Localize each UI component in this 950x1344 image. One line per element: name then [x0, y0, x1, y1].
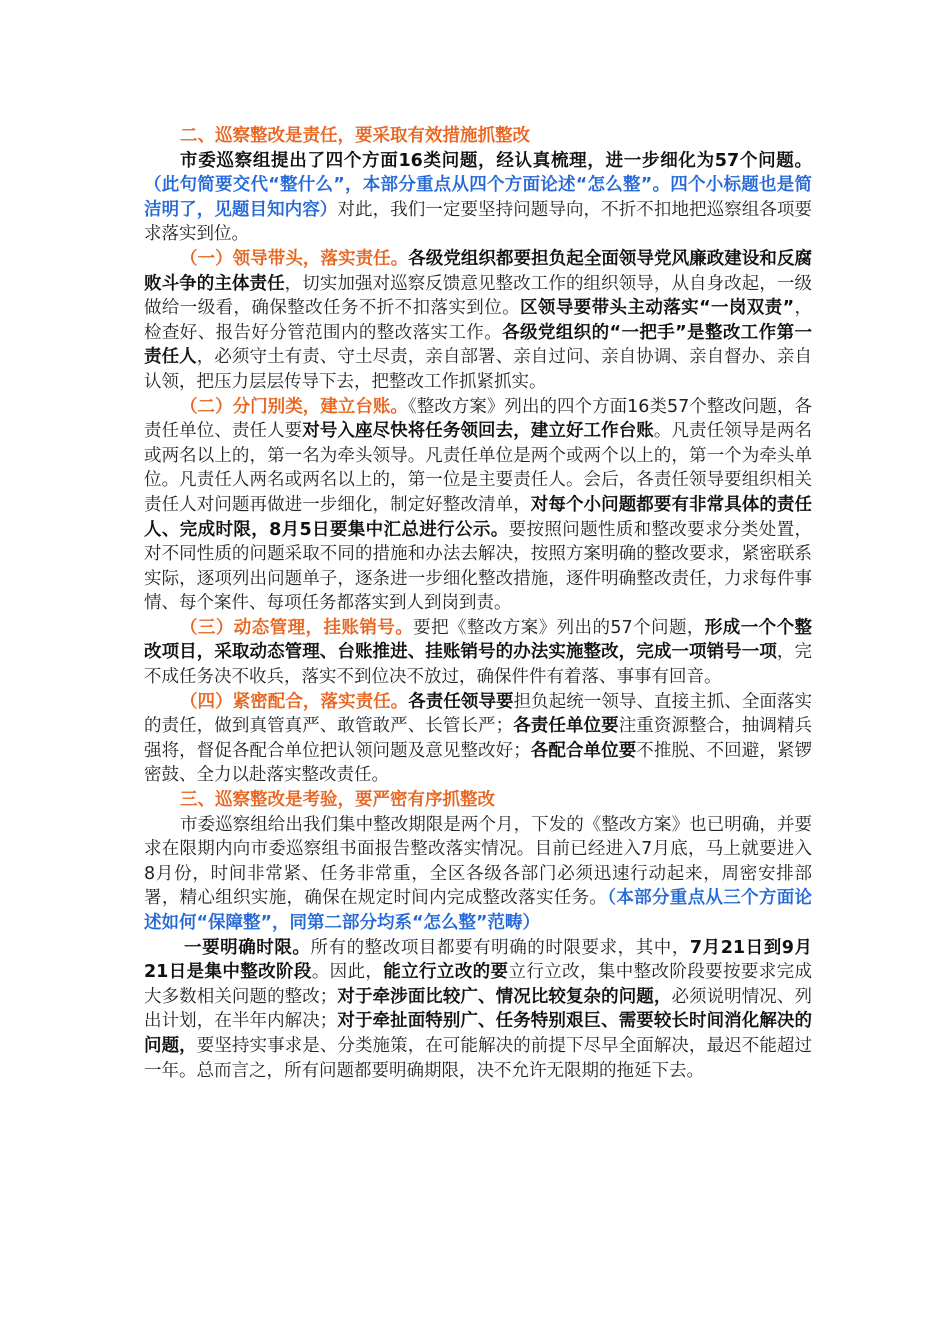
section-2-heading-text: 二、巡察整改是责任，要采取有效措施抓整改 — [180, 126, 530, 146]
section-2-point-1 — [144, 247, 812, 395]
body-text: 要把《整改方案》列出的57个问题， — [413, 617, 705, 638]
bold-text: 各级党组织的“一把手”是整改工作第一责任人 — [144, 322, 812, 368]
body-text: 市委巡察组给出我们集中整改期限是两个月，下发的《整改方案》也已明确，并要求在限期内向市委巡察组书面报告整改落实情况。目前已经进入7月底，马上就要进入8月份，时间非常紧、任务非常重，全区各级各部门必须迅速行动起来，周密安排部署，精心组织实施，确保在规定时间内完成整改落实任务。 — [144, 814, 812, 909]
section-3-heading — [144, 788, 812, 813]
section-2-intro — [144, 149, 812, 247]
bold-text: 形成一个个整改项目，采取动态管理、台账推进、挂账销号的办法实施整改，完成一项销号一项 — [144, 617, 813, 663]
bold-text: 对号入座尽快将任务领回去，建立好工作台账 — [302, 421, 654, 442]
body-text: 。凡责任领导是两名或两名以上的，第一名为牵头领导。凡责任单位是两个或两个以上的，第一个为牵头单位。凡责任人两名或两名以上的，第一位是主要责任人。会后，各责任领导要组织相关责任人对问题再做进一步细化，制定好整改清单， — [144, 421, 813, 515]
body-text: ，完不成任务决不收兵，落实不到位决不放过，确保件件有着落、事事有回音。 — [144, 642, 813, 688]
bold-text: 7月21日到9月21日是集中整改阶段 — [144, 937, 813, 983]
body-text: 必须说明情况、列出计划，在半年内解决； — [144, 986, 813, 1032]
editor-note: （本部分重点从三个方面论述如何“保障整”，同第二部分均系“怎么整”范畴） — [144, 888, 813, 933]
section-2-point-4 — [144, 690, 812, 788]
section-2-point-3 — [144, 616, 812, 690]
bold-text: 各级党组织都要担负起全面领导党风廉政建设和反腐败斗争的主体责任 — [144, 248, 813, 294]
document-body — [144, 124, 812, 1083]
body-text: 要按照问题性质和整改要求分类处置，对不同性质的问题采取不同的措施和办法去解决，按照方案明确的整改要求，紧密联系实际，逐项列出问题单子，逐条进一步细化整改措施，逐件明确整改责任，力求每件事情、每个案件、每项任务都落实到人到岗到责。 — [144, 519, 812, 614]
bold-text: 各责任单位要 — [513, 716, 619, 737]
bold-text: 对于牵涉面比较广、情况比较复杂的问题， — [337, 986, 672, 1007]
body-text: 《整改方案》列出的四个方面16类57个整改问题，各责任单位、责任人要 — [144, 396, 812, 442]
section-2-point-2 — [144, 395, 812, 616]
subheading: （三）动态管理，挂账销号。 — [180, 617, 414, 638]
body-text: ，切实加强对巡察反馈意见整改工作的组织领导，从自身改起，一级做给一级看，确保整改任务不折不扣落实到位。 — [144, 273, 813, 319]
body-text: 所有的整改项目都要有明确的时限要求，其中， — [310, 937, 690, 958]
subheading: （四）紧密配合，落实责任。 — [180, 691, 409, 712]
body-text: 担负起统一领导、直接主抓、全面落实的责任，做到真管真严、敢管敢严、长管长严； — [144, 691, 813, 737]
bold-text: 市委巡察组提出了四个方面16类问题，经认真梳理，进一步细化为57个问题。 — [180, 150, 812, 171]
body-text: 注重资源整合，抽调精兵强将，督促各配合单位把认领问题及意见整改好； — [144, 716, 813, 761]
subheading: （二）分门别类，建立台账。 — [180, 396, 408, 417]
body-text: 不推脱、不回避，紧锣密鼓、全力以赴落实整改责任。 — [144, 740, 813, 786]
bold-text: 能立行立改的要 — [383, 962, 509, 983]
bold-text: 对每个小问题都要有非常具体的责任人、完成时限，8月5日要集中汇总进行公示。 — [144, 494, 813, 540]
bold-text: 对于牵扯面特别广、任务特别艰巨、需要较长时间消化解决的问题， — [144, 1011, 812, 1056]
bold-text: 各责任领导要 — [408, 691, 514, 712]
body-text: 。因此， — [311, 962, 384, 983]
bold-text: 各配合单位要 — [530, 740, 637, 761]
body-text: ，必须守土有责、守土尽责，亲自部署、亲自过问、亲自协调、亲自督办、亲自认领，把压力层层传导下去，把整改工作抓紧抓实。 — [144, 347, 813, 392]
body-text: 要坚持实事求是、分类施策，在可能解决的前提下尽早全面解决，最迟不能超过一年。总而言之，所有问题都要明确期限，决不允许无限期的拖延下去。 — [144, 1035, 813, 1081]
section-3-point-1 — [144, 936, 812, 1084]
subheading: 一要明确时限。 — [184, 937, 311, 958]
body-text: 立行立改，集中整改阶段要按要求完成大多数相关问题的整改； — [144, 962, 812, 1007]
editor-note: （此句简要交代“整什么”，本部分重点从四个方面论述“怎么整”。四个小标题也是简洁明了，见题目知内容） — [144, 175, 812, 220]
body-text: 对此，我们一定要坚持问题导向，不折不扣地把巡察组各项要求落实到位。 — [144, 199, 813, 245]
section-3-heading-text: 三、巡察整改是考验，要严密有序抓整改 — [180, 790, 495, 811]
section-3-intro — [144, 813, 812, 936]
section-2-heading — [144, 124, 812, 149]
body-text: ，检查好、报告好分管范围内的整改落实工作。 — [144, 298, 812, 343]
subheading: （一）领导带头，落实责任。 — [180, 248, 409, 269]
bold-text: 区领导要带头主动落实“一岗双责” — [520, 298, 795, 319]
